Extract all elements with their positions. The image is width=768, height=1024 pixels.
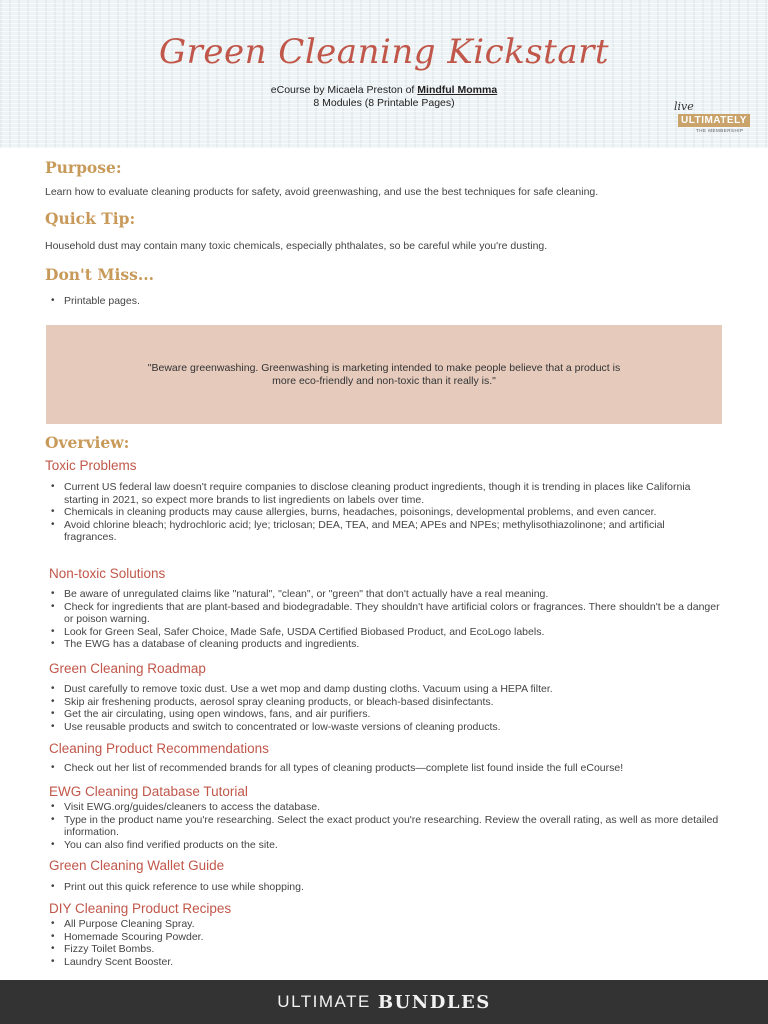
section-title-roadmap: Green Cleaning Roadmap bbox=[49, 661, 206, 676]
list-item: • All Purpose Cleaning Spray. bbox=[50, 918, 720, 931]
list-item: • The EWG has a database of cleaning products and ingredients. bbox=[50, 638, 720, 651]
overview-heading: Overview: bbox=[45, 433, 130, 452]
purpose-heading: Purpose: bbox=[45, 158, 122, 177]
greenwashing-quote-box bbox=[46, 325, 722, 424]
list-item: • You can also find verified products on the site. bbox=[50, 839, 720, 852]
list-item: • Get the air circulating, using open windows, fans, and air purifiers. bbox=[50, 708, 720, 721]
list-item: • Printable pages. bbox=[50, 295, 720, 308]
list-item: • Visit EWG.org/guides/cleaners to access the database. bbox=[50, 801, 720, 814]
non-toxic-solutions-list bbox=[50, 588, 720, 651]
quick-tip-text: Household dust may contain many toxic chemicals, especially phthalates, so be careful while you're dusting. bbox=[45, 240, 548, 252]
list-item: • Skip air freshening products, aerosol spray cleaning products, or bleach-based disinfectants. bbox=[50, 696, 720, 709]
section-title-recommendations: Cleaning Product Recommendations bbox=[49, 741, 269, 756]
footer-banner bbox=[0, 980, 768, 1024]
list-item: • Look for Green Seal, Safer Choice, Made Safe, USDA Certified Biobased Product, and EcoLogo labels. bbox=[50, 626, 720, 639]
recommendations-list bbox=[50, 762, 720, 775]
toxic-problems-list bbox=[50, 481, 720, 544]
list-item: • Laundry Scent Booster. bbox=[50, 956, 720, 969]
footer-ultimate: ULTIMATE bbox=[277, 992, 371, 1011]
list-item: • Chemicals in cleaning products may cause allergies, burns, headaches, poisonings, developmental problems, and even cancer. bbox=[50, 506, 720, 519]
list-item: • Homemade Scouring Powder. bbox=[50, 931, 720, 944]
live-ultimately-logo bbox=[672, 100, 760, 136]
logo-ultimately: ULTIMATELY bbox=[678, 114, 750, 127]
list-item: • Be aware of unregulated claims like "natural", "clean", or "green" that don't actually have a real meaning. bbox=[50, 588, 720, 601]
roadmap-list bbox=[50, 683, 720, 733]
wallet-guide-list bbox=[50, 881, 720, 894]
dont-miss-list bbox=[50, 295, 720, 308]
purpose-text: Learn how to evaluate cleaning products for safety, avoid greenwashing, and use the best techniques for safe cleaning. bbox=[45, 186, 599, 198]
logo-membership: THE MEMBERSHIP bbox=[696, 128, 744, 133]
list-item: • Check out her list of recommended brands for all types of cleaning products—complete list found inside the full eCourse! bbox=[50, 762, 720, 775]
byline bbox=[0, 84, 768, 110]
dont-miss-heading: Don't Miss... bbox=[45, 265, 155, 284]
logo-live: live bbox=[674, 100, 694, 113]
quote-text: "Beware greenwashing. Greenwashing is marketing intended to make people believe that a product is more eco-friendly and non-toxic than it really is." bbox=[147, 361, 621, 387]
ewg-tutorial-list bbox=[50, 801, 720, 851]
modules-count: 8 Modules (8 Printable Pages) bbox=[313, 97, 455, 109]
page-title: Green Cleaning Kickstart bbox=[158, 32, 610, 72]
byline-prefix: eCourse by Micaela Preston of bbox=[270, 84, 415, 96]
list-item: • Avoid chlorine bleach; hydrochloric acid; lye; triclosan; DEA, TEA, and MEA; APEs and NPEs; methylisothiazolinone; and artificial fragrances. bbox=[50, 519, 720, 544]
header-banner bbox=[0, 0, 768, 148]
section-title-non-toxic-solutions: Non-toxic Solutions bbox=[49, 566, 166, 581]
list-item: • Dust carefully to remove toxic dust. Use a wet mop and damp dusting cloths. Vacuum using a HEPA filter. bbox=[50, 683, 720, 696]
section-title-diy-recipes: DIY Cleaning Product Recipes bbox=[49, 901, 232, 916]
list-item: • Fizzy Toilet Bombs. bbox=[50, 943, 720, 956]
list-item: • Type in the product name you're researching. Select the exact product you're researching. Review the overall rating, as well as more detailed information. bbox=[50, 814, 720, 839]
section-title-ewg-tutorial: EWG Cleaning Database Tutorial bbox=[49, 784, 248, 799]
section-title-wallet-guide: Green Cleaning Wallet Guide bbox=[49, 858, 225, 873]
section-title-toxic-problems: Toxic Problems bbox=[45, 458, 137, 473]
diy-recipes-list bbox=[50, 918, 720, 968]
quick-tip-heading: Quick Tip: bbox=[45, 209, 136, 228]
list-item: • Use reusable products and switch to concentrated or low-waste versions of cleaning products. bbox=[50, 721, 720, 734]
footer-bundles: BUNDLES bbox=[377, 991, 491, 1013]
list-item: • Current US federal law doesn't require companies to disclose cleaning product ingredients, though it is trending in places like California starting in 2021, so expect more brands to list ingredients on labels over time. bbox=[50, 481, 720, 506]
brand-link[interactable]: Mindful Momma bbox=[417, 84, 498, 96]
list-item: • Check for ingredients that are plant-based and biodegradable. They shouldn't have artificial colors or fragrances. There shouldn't be a danger or poison warning. bbox=[50, 601, 720, 626]
list-item: • Print out this quick reference to use while shopping. bbox=[50, 881, 720, 894]
